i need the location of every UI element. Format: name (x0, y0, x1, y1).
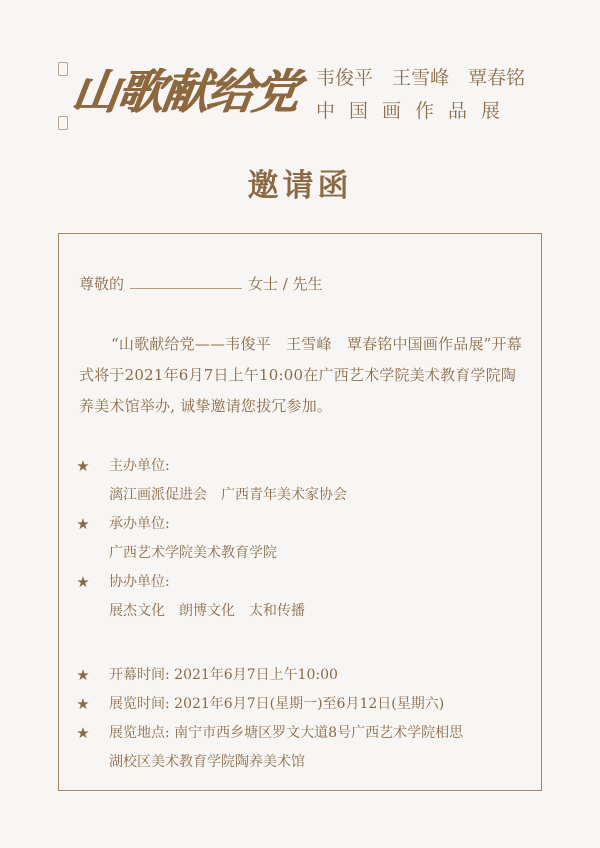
seal-stamp-icon (58, 62, 68, 76)
list-item (73, 481, 528, 510)
artist-names (316, 63, 538, 90)
star-icon: ★ (76, 573, 90, 591)
star-icon: ★ (76, 666, 90, 684)
artist-name: 韦俊平 (316, 67, 374, 89)
undertaker-label: 承办单位: (109, 516, 170, 532)
host-value: 漓江画派促进会 广西青年美术家协会 (109, 487, 347, 503)
list-item (73, 539, 528, 568)
page-title: 邀请函 (247, 168, 353, 204)
venue-line-1: 展览地点: 南宁市西乡塘区罗文大道8号广西艺术学院相思 (109, 725, 464, 741)
opening-time: 开幕时间: 2021年6月7日上午10:00 (109, 667, 338, 683)
organizers-list (73, 452, 528, 626)
list-item (73, 690, 528, 719)
host-label: 主办单位: (109, 458, 170, 474)
greeting-line (79, 273, 323, 294)
co-organizer-value: 展杰文化 朗博文化 太和传播 (109, 603, 305, 619)
list-item (73, 452, 528, 481)
invitation-card (58, 233, 542, 791)
salutation-suffix: 女士 / 先生 (248, 275, 323, 293)
artist-name: 王雪峰 (392, 67, 450, 89)
calligraphy-title: 山歌献给党 (68, 65, 301, 120)
star-icon: ★ (76, 695, 90, 713)
schedule-list (73, 661, 528, 777)
list-item (73, 719, 528, 748)
exhibition-period: 展览时间: 2021年6月7日(星期一)至6月12日(星期六) (109, 696, 445, 712)
star-icon: ★ (76, 515, 90, 533)
venue-line-2: 湖校区美术教育学院陶养美术馆 (109, 754, 305, 770)
exhibition-subtitle: 中国画作品展 (316, 100, 515, 122)
exhibition-logo (58, 58, 301, 130)
salutation: 尊敬的 (79, 275, 125, 293)
co-organizer-label: 协办单位: (109, 574, 170, 590)
invitation-body: “山歌献给党——韦俊平 王雪峰 覃春铭中国画作品展”开幕式将于2021年6月7日上午10:00在广西艺术学院美术教育学院陶养美术馆举办, 诚挚邀请您拔冗参加。 (79, 335, 522, 415)
seal-stamp-icon (58, 116, 68, 130)
list-item (73, 510, 528, 539)
undertaker-value: 广西艺术学院美术教育学院 (109, 545, 277, 561)
list-item (73, 748, 528, 777)
artist-name: 覃春铭 (468, 67, 526, 89)
name-blank (130, 276, 242, 289)
star-icon: ★ (76, 457, 90, 475)
list-item (73, 568, 528, 597)
list-item (73, 661, 528, 690)
star-icon: ★ (76, 724, 90, 742)
list-item (73, 597, 528, 626)
